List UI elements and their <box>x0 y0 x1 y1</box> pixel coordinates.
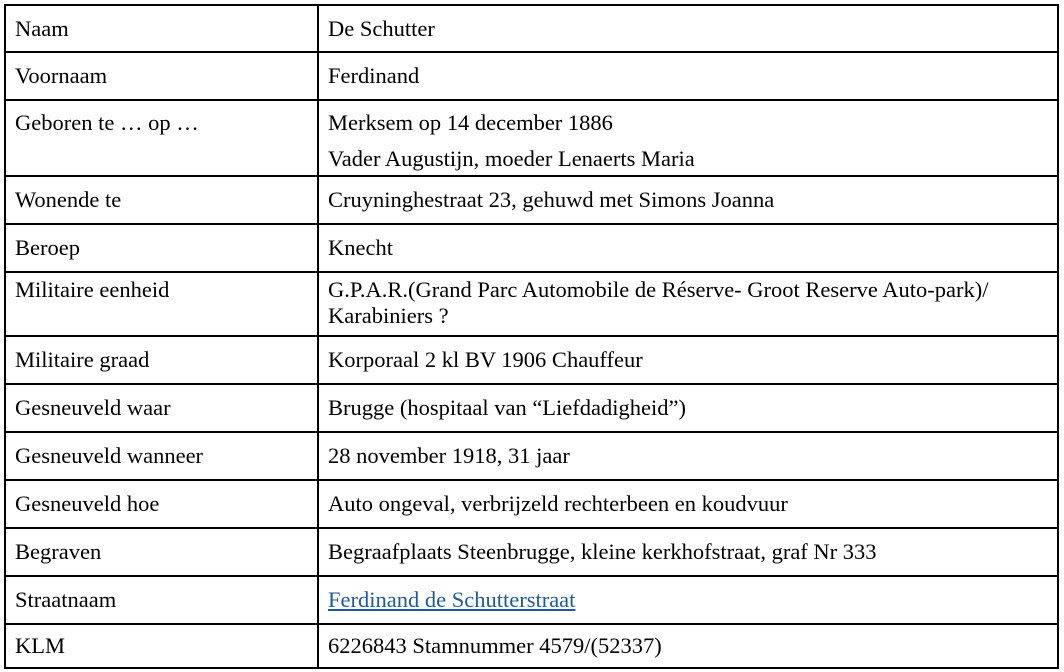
row-gesneuveld-hoe <box>5 480 1058 528</box>
row-naam <box>5 5 1058 52</box>
value-straatnaam <box>318 576 1058 624</box>
value-klm: 6226843 Stamnummer 4579/(52337) <box>318 624 1058 668</box>
value-militaire-graad: Korporaal 2 kl BV 1906 Chauffeur <box>318 336 1058 384</box>
value-voornaam: Ferdinand <box>318 52 1058 100</box>
value-militaire-eenheid: G.P.A.R.(Grand Parc Automobile de Réserve- Groot Reserve Auto-park)/ Karabiniers ? <box>318 272 1058 336</box>
value-gesneuveld-waar: Brugge (hospitaal van “Liefdadigheid”) <box>318 384 1058 432</box>
row-beroep <box>5 224 1058 272</box>
row-voornaam <box>5 52 1058 100</box>
row-straatnaam <box>5 576 1058 624</box>
label-naam: Naam <box>5 5 318 52</box>
value-beroep: Knecht <box>318 224 1058 272</box>
row-militaire-graad <box>5 336 1058 384</box>
row-wonende <box>5 176 1058 224</box>
row-geboren <box>5 100 1058 176</box>
row-gesneuveld-wanneer <box>5 432 1058 480</box>
row-klm <box>5 624 1058 668</box>
value-wonende: Cruyninghestraat 23, gehuwd met Simons Joanna <box>318 176 1058 224</box>
street-name-link[interactable]: Ferdinand de Schutterstraat <box>328 587 576 612</box>
value-gesneuveld-hoe: Auto ongeval, verbrijzeld rechterbeen en koudvuur <box>318 480 1058 528</box>
label-militaire-graad: Militaire graad <box>5 336 318 384</box>
value-gesneuveld-wanneer: 28 november 1918, 31 jaar <box>318 432 1058 480</box>
value-begraven: Begraafplaats Steenbrugge, kleine kerkhofstraat, graf Nr 333 <box>318 528 1058 576</box>
label-gesneuveld-waar: Gesneuveld waar <box>5 384 318 432</box>
value-naam: De Schutter <box>318 5 1058 52</box>
label-geboren: Geboren te … op … <box>5 100 318 176</box>
personal-record-table <box>4 4 1059 669</box>
label-gesneuveld-hoe: Gesneuveld hoe <box>5 480 318 528</box>
label-gesneuveld-wanneer: Gesneuveld wanneer <box>5 432 318 480</box>
label-begraven: Begraven <box>5 528 318 576</box>
label-militaire-eenheid: Militaire eenheid <box>5 272 318 336</box>
value-geboren-line-1: Merksem op 14 december 1886 <box>328 110 613 135</box>
row-gesneuveld-waar <box>5 384 1058 432</box>
label-voornaam: Voornaam <box>5 52 318 100</box>
label-wonende: Wonende te <box>5 176 318 224</box>
label-klm: KLM <box>5 624 318 668</box>
row-militaire-eenheid <box>5 272 1058 336</box>
label-straatnaam: Straatnaam <box>5 576 318 624</box>
value-geboren <box>318 100 1058 176</box>
value-geboren-line-2: Vader Augustijn, moeder Lenaerts Maria <box>328 146 695 171</box>
row-begraven <box>5 528 1058 576</box>
label-beroep: Beroep <box>5 224 318 272</box>
